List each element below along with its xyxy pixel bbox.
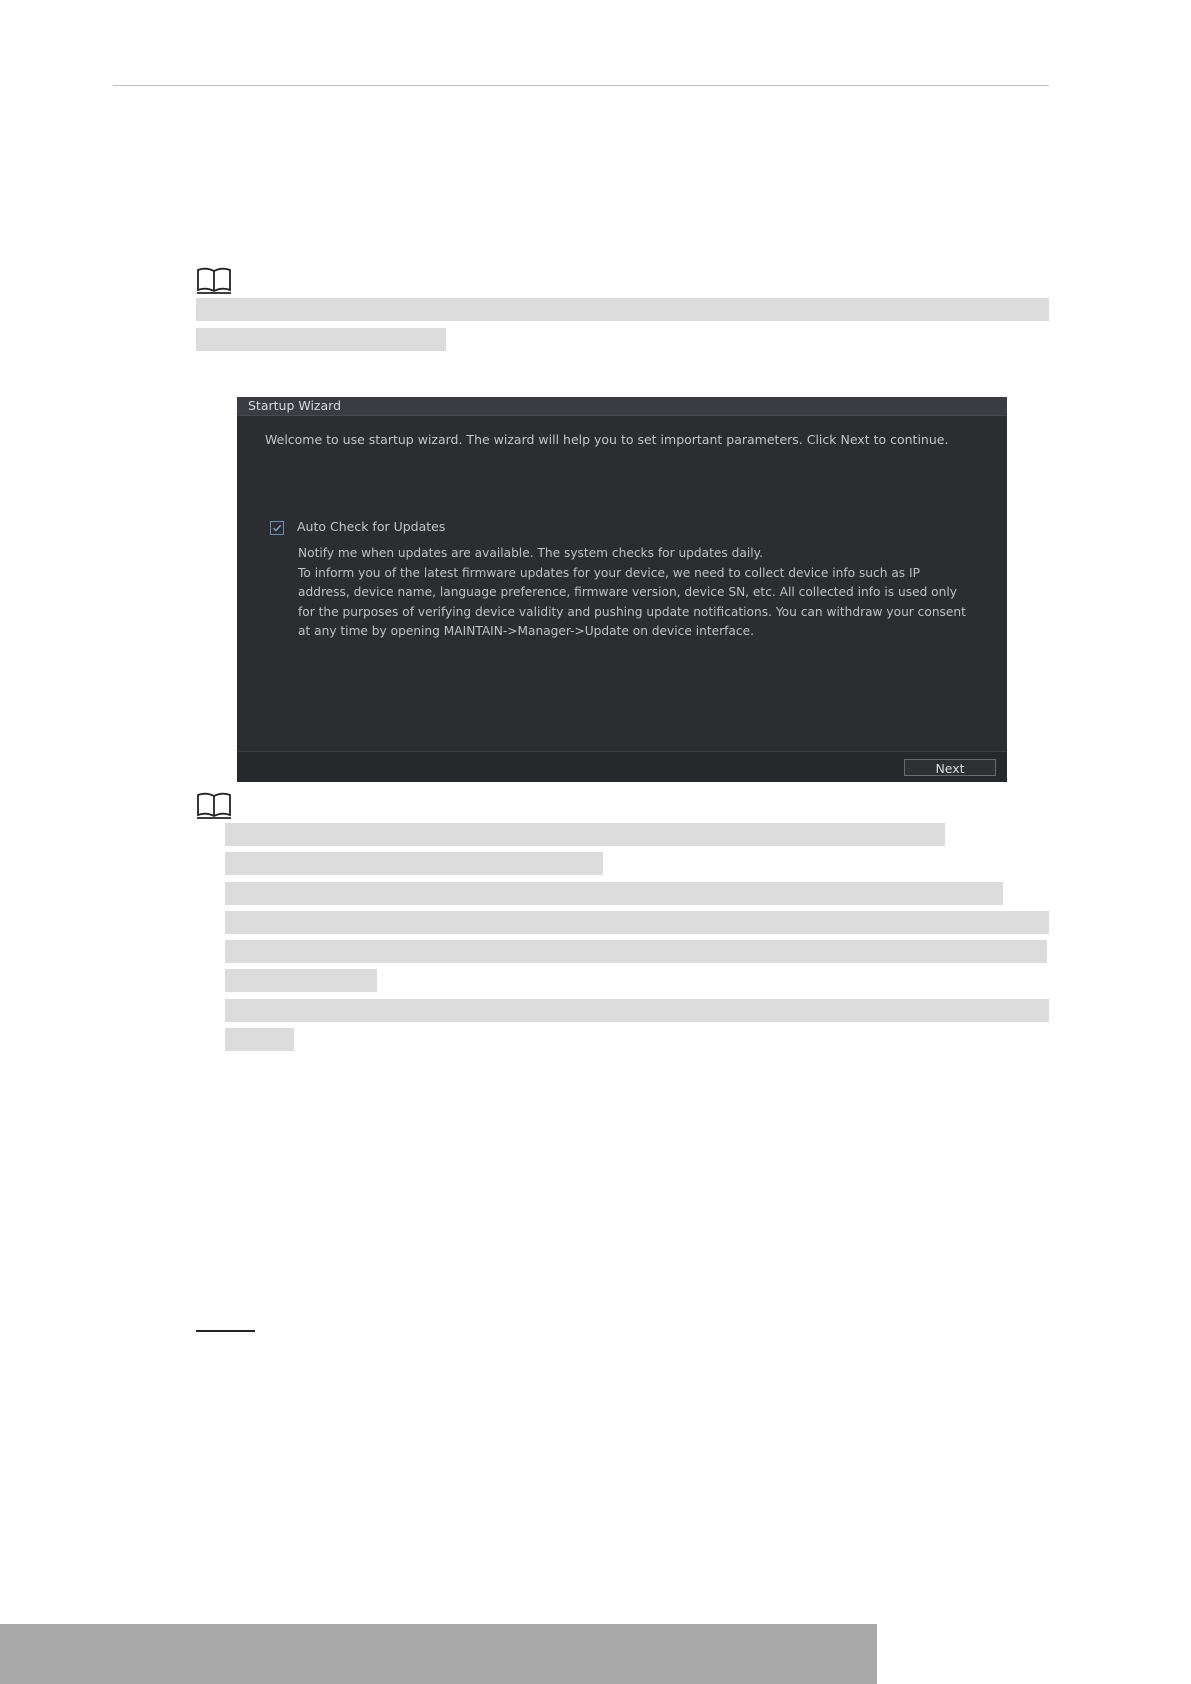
redacted-text-line [225,882,1003,905]
redacted-text-line [225,1028,294,1051]
header-rule [113,85,1049,86]
next-button[interactable]: Next [904,759,996,776]
section-underline [196,1330,255,1332]
redacted-text-line [225,852,603,875]
redacted-text-line [225,823,945,846]
wizard-footer [237,751,1007,782]
auto-check-updates-checkbox[interactable] [270,521,284,535]
checkmark-icon [272,523,282,533]
redacted-text-line [196,328,446,351]
redacted-text-line [225,940,1047,963]
wizard-title: Startup Wizard [248,398,341,413]
footer-band [0,1624,877,1684]
auto-check-updates-label: Auto Check for Updates [297,519,446,534]
wizard-title-bar [237,397,1007,416]
startup-wizard-window [237,397,1007,782]
inform-text: To inform you of the latest firmware updates for your device, we need to collect device info such as IP address, device name, language preference, firmware version, device SN, etc. All collected info is used only for the purposes of verifying device validity and pushing update notifications. You can withdraw your consent at any time by opening MAINTAIN->Manager->Update on device interface. [298,565,966,638]
redacted-text-line [225,911,1049,934]
notify-text: Notify me when updates are available. The system checks for updates daily. [298,546,763,560]
redacted-text-line [196,298,1049,321]
update-description [298,544,968,642]
book-icon [196,791,232,819]
wizard-welcome-text: Welcome to use startup wizard. The wizard will help you to set important parameters. Click Next to continue. [265,432,949,447]
redacted-text-line [225,999,1049,1022]
redacted-text-line [225,969,377,992]
book-icon [196,266,232,294]
